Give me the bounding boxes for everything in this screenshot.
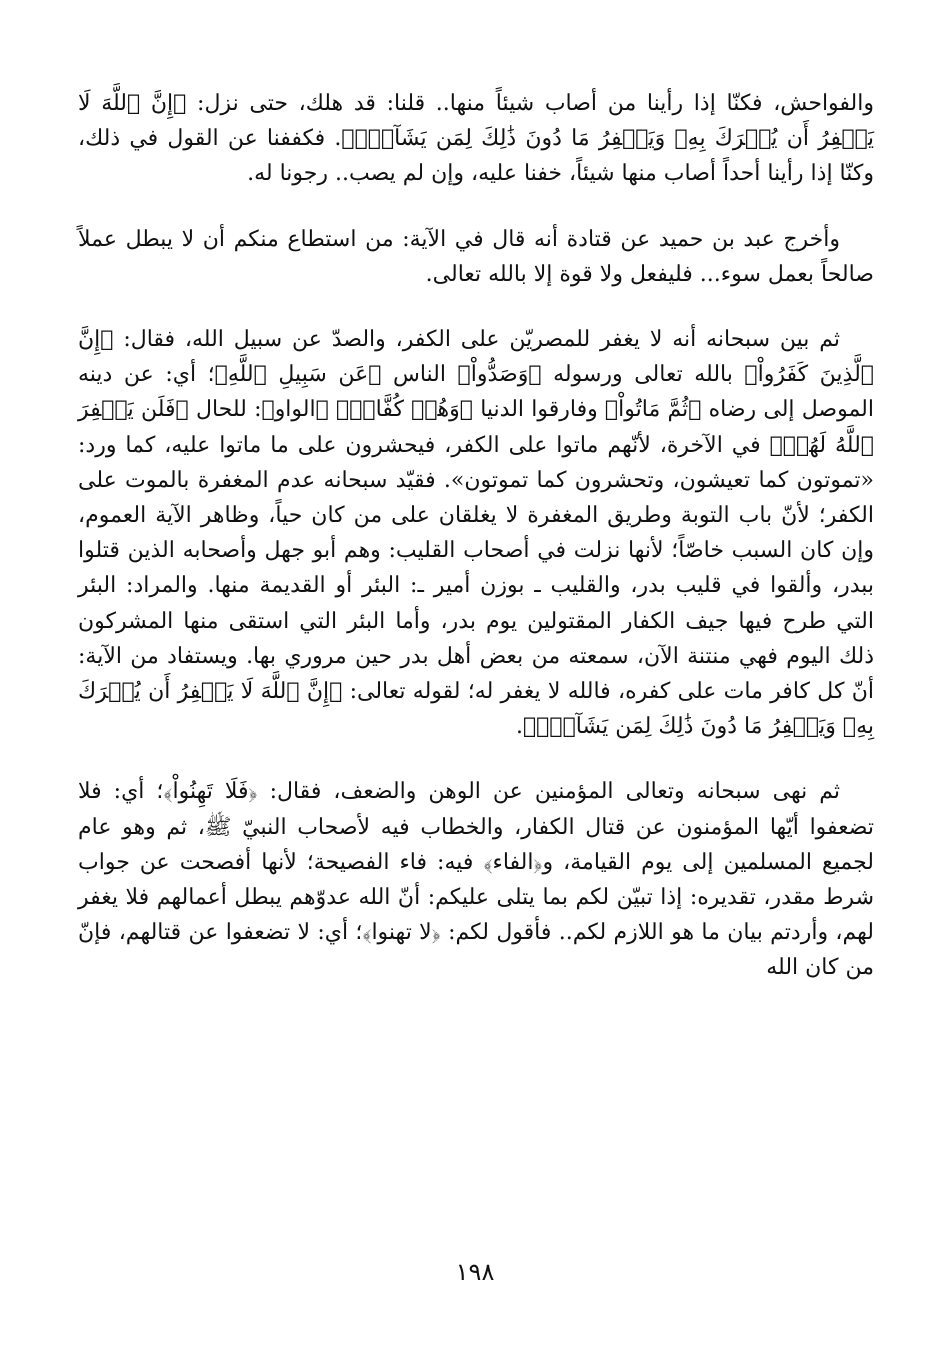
paragraph-4: ثم نهى سبحانه وتعالى المؤمنين عن الوهن والضعف، فقال: ﴿فَلَا تَهِنُواْ﴾؛ أي: فلا تضعفوا أيّها المؤمنون عن قتال الكفار، والخطاب فيه لأصحاب النبيّ ﷺ، ثم وهو عام لجميع المسلمين إلى يوم القيامة، و﴿الفاء﴾ فيه: فاء الفصيحة؛ لأنها أفصحت عن جواب شرط مقدر، تقديره: إذا تبيّن لكم بما يتلى عليكم: أنّ الله عدوّهم يبطل أعمالهم فلا يغفر لهم، وأردتم بيان ما هو اللازم لكم.. فأقول لكم: ﴿لا تهنوا﴾؛ أي: لا تضعفوا عن قتالهم، فإنّ من كان الله [78, 779, 874, 981]
page-number: ١٩٨ [455, 1258, 495, 1286]
paragraph-3: ثم بين سبحانه أنه لا يغفر للمصريّن على الكفر، والصدّ عن سبيل الله، فقال: ﴿إِنَّ ٱلَّذِينَ كَفَرُواْ﴾ بالله تعالى ورسوله ﴿وَصَدُّواْ﴾ الناس ﴿عَن سَبِيلِ ٱللَّهِ﴾؛ أي: عن دينه الموصل إلى رضاه ﴿ثُمَّ مَاتُواْ﴾ وفارقوا الدنيا ﴿وَهُمۡ كُفَّارٞ﴾ ﴿الواو﴾: للحال ﴿فَلَن يَغۡفِرَ ٱللَّهُ لَهُمۡ﴾ في الآخرة، لأنّهم ماتوا على الكفر، فيحشرون على ما ماتوا عليه، كما ورد: «تموتون كما تعيشون، وتحشرون كما تموتون». فقيّد سبحانه عدم المغفرة بالموت على الكفر؛ لأنّ باب التوبة وطريق المغفرة لا يغلقان على من كان حياً، وظاهر الآية العموم، وإن كان السبب خاصّاً؛ لأنها نزلت في أصحاب القليب: وهم أبو جهل وأصحابه الذين قتلوا ببدر، وألقوا في قليب بدر، والقليب ـ بوزن أمير ـ: البئر أو القديمة منها. والمراد: البئر التي طرح فيها جيف الكفار المقتولين يوم بدر، وأما البئر التي استقى منها المشركون ذلك اليوم فهي منتنة الآن، سمعته من بعض أهل بدر حين مروري بها. ويستفاد من الآية: أنّ كل كافر مات على كفره، فالله لا يغفر له؛ لقوله تعالى: ﴿إِنَّ ٱللَّهَ لَا يَغۡفِرُ أَن يُشۡرَكَ بِهِۦ وَيَغۡفِرُ مَا دُونَ ذَٰلِكَ لِمَن يَشَآءُۚ﴾. [78, 327, 874, 740]
paragraph-2: وأخرج عبد بن حميد عن قتادة أنه قال في الآية: من استطاع منكم أن لا يبطل عملاً صالحاً بعمل سوء... فليفعل ولا قوة إلا بالله تعالى. [78, 226, 874, 287]
page-body [78, 86, 874, 1016]
paragraph-1: والفواحش، فكنّا إذا رأينا من أصاب شيئاً منها.. قلنا: قد هلك، حتى نزل: ﴿إِنَّ ٱللَّهَ لَا يَغۡفِرُ أَن يُشۡرَكَ بِهِۦ وَيَغۡفِرُ مَا دُونَ ذَٰلِكَ لِمَن يَشَآءُۚ﴾. فكففنا عن القول في ذلك، وكنّا إذا رأينا أحداً أصاب منها شيئاً، خفنا عليه، وإن لم يصب.. رجونا له. [78, 91, 874, 187]
